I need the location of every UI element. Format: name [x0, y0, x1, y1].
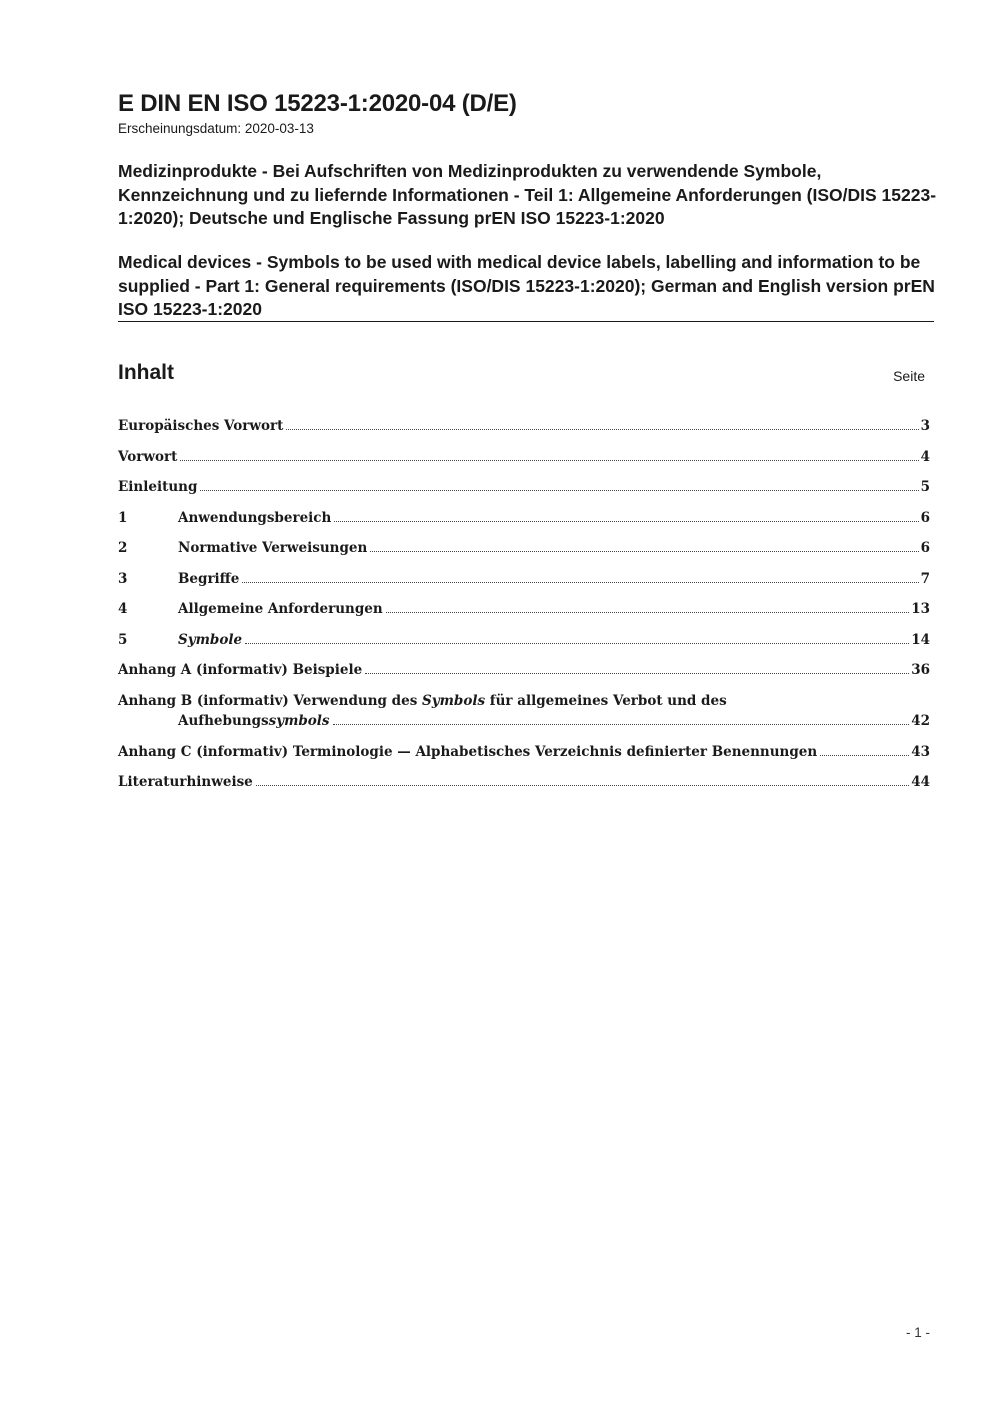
toc-leader-dots [256, 784, 909, 786]
toc-entry-title: Literaturhinweise [118, 774, 253, 790]
toc-entry-line1 [118, 691, 930, 711]
toc-leader-dots [334, 520, 918, 522]
toc-leader-dots [180, 459, 918, 461]
toc-leader-dots [200, 489, 918, 491]
page-number: - 1 - [905, 1325, 930, 1340]
toc-entry-vorwort[interactable] [118, 447, 930, 478]
toc-entry-literaturhinweise[interactable] [118, 772, 930, 803]
toc-entry-page: 6 [920, 540, 930, 556]
toc-heading: Inhalt [118, 361, 174, 384]
toc-entry-title: Anhang A (informativ) Beispiele [118, 662, 363, 678]
toc-entry-number: 3 [118, 570, 128, 587]
toc-leader-dots [365, 672, 909, 674]
document-id: E DIN EN ISO 15223-1:2020-04 (D/E) [118, 90, 517, 117]
toc-entry-normative-verweisungen[interactable] [118, 538, 930, 569]
toc-entry-page: 14 [911, 631, 930, 648]
toc-leader-dots [245, 642, 909, 644]
toc-entry-line2 [118, 711, 930, 731]
toc-entry-page: 43 [911, 743, 930, 760]
toc-leader-dots [286, 428, 918, 430]
toc-page-label: Seite [893, 368, 925, 384]
toc-entry-page: 36 [911, 662, 930, 678]
toc-entry-anhang-a[interactable] [118, 660, 930, 691]
toc-leader-dots [820, 754, 909, 756]
toc-entry-page: 5 [920, 479, 930, 495]
toc-entry-title: Anhang C (informativ) Terminologie — Alphabetisches Verzeichnis definierter Benennungen [118, 743, 818, 760]
toc-entry-symbole[interactable] [118, 630, 930, 661]
toc-leader-dots [370, 550, 918, 552]
toc-entry-begriffe[interactable] [118, 569, 930, 600]
toc-entry-title: Allgemeine Anforderungen [178, 601, 383, 617]
toc-entry-page: 44 [911, 774, 930, 790]
toc-entry-title-italic: Symbole [178, 631, 243, 648]
toc-entry-title-part: Aufhebungs [178, 712, 269, 729]
toc-entry-title-part: Anhang B (informativ) Verwendung des [118, 692, 423, 709]
toc-leader-dots [242, 581, 918, 583]
toc-entry-number: 2 [118, 540, 128, 556]
toc-entry-page: 4 [920, 448, 930, 465]
toc-entry-title: Europäisches Vorwort [118, 418, 284, 434]
toc-entry-anhang-b[interactable] [118, 691, 930, 742]
toc-leader-dots [333, 723, 910, 725]
toc-entry-europaeisches-vorwort[interactable] [118, 416, 930, 447]
toc-entry-title: Normative Verweisungen [178, 540, 368, 556]
toc-entry-page: 3 [920, 418, 930, 434]
toc-leader-dots [386, 611, 910, 613]
toc-entry-title [178, 630, 242, 650]
toc-entry-anwendungsbereich[interactable] [118, 508, 930, 539]
toc-entry-title-part: für allgemeines Verbot und des [485, 692, 727, 709]
toc-entry-page: 7 [920, 570, 930, 587]
toc-entry-number: 1 [118, 509, 128, 526]
toc-entry-title: Anwendungsbereich [178, 509, 332, 526]
toc-entry-page: 13 [911, 601, 930, 617]
toc-entry-anhang-c[interactable] [118, 742, 930, 773]
toc-entry-number: 5 [118, 631, 128, 648]
toc-entry-title-italic: Symbols [422, 692, 486, 709]
title-english: Medical devices - Symbols to be used with medical device labels, labelling and information to be supplied - Part 1: General requirements (ISO/DIS 15223-1:2020); German and English version prEN ISO 15223-1:2020 [118, 252, 935, 319]
toc-entry-allgemeine-anforderungen[interactable] [118, 599, 930, 630]
toc-entry-einleitung[interactable] [118, 477, 930, 508]
title-german: Medizinprodukte - Bei Aufschriften von Medizinprodukten zu verwendende Symbole, Kennzeichnung und zu liefernde Informationen - Teil 1: Allgemeine Anforderungen (ISO/DIS 15223-1:2020); Deutsche und Englische Fassung prEN ISO 15223-1:2020 [118, 161, 937, 228]
toc-entry-number: 4 [118, 601, 128, 617]
table-of-contents [118, 416, 930, 803]
toc-entry-page: 6 [920, 509, 930, 526]
toc-entry-title-italic: symbols [268, 712, 330, 729]
title-divider [118, 321, 934, 322]
toc-entry-page: 42 [911, 712, 930, 729]
publication-date: Erscheinungsdatum: 2020-03-13 [118, 121, 314, 136]
toc-entry-title: Vorwort [118, 448, 178, 465]
toc-entry-title-part [178, 711, 330, 731]
toc-entry-title: Begriffe [178, 570, 240, 587]
toc-entry-title: Einleitung [118, 479, 198, 495]
